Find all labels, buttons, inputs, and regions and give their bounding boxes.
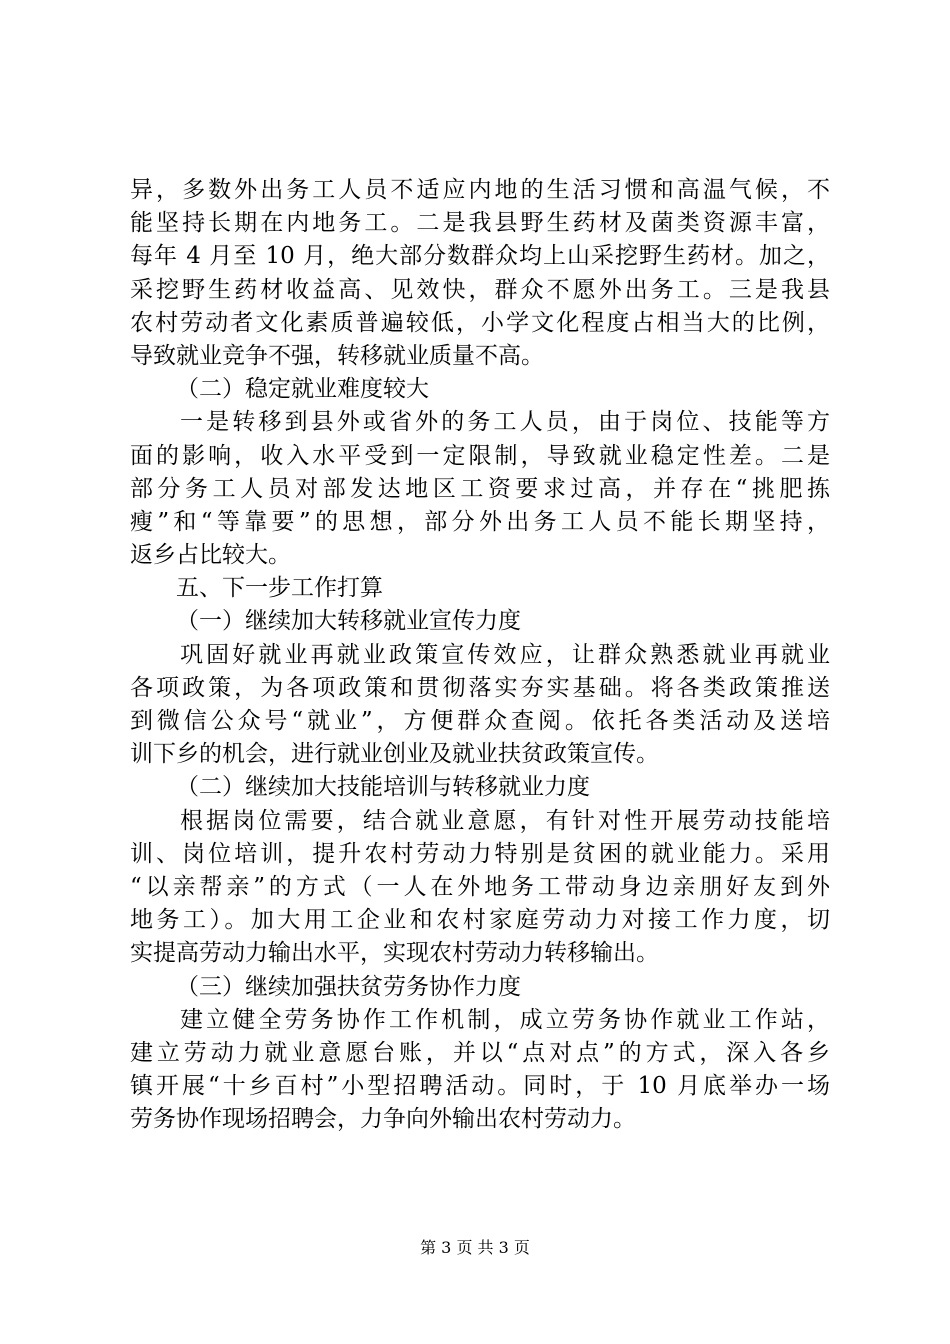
paragraph-line: 返乡占比较大。 — [130, 542, 291, 569]
paragraph-line: 实提高劳动力输出水平，实现农村劳动力转移输出。 — [130, 940, 659, 967]
section-heading: 五、下一步工作打算 — [176, 575, 383, 602]
page-number: 第 3 页 共 3 页 — [420, 1238, 530, 1257]
section-heading: （一）继续加大转移就业宣传力度 — [176, 608, 521, 635]
paragraph-line: 到微信公众号“就业”，方便群众查阅。依托各类活动及送培 — [130, 708, 830, 734]
paragraph-line: 建立劳动力就业意愿台账，并以“点对点”的方式，深入各乡 — [130, 1039, 830, 1066]
paragraph-line: 部分务工人员对部发达地区工资要求过高，并存在“挑肥拣 — [130, 475, 830, 502]
section-heading: （二）稳定就业难度较大 — [176, 376, 429, 403]
paragraph-line: 根据岗位需要，结合就业意愿，有针对性开展劳动技能培 — [180, 807, 830, 834]
document-body — [130, 174, 830, 1136]
paragraph-line: 每年 4 月至 10 月，绝大部分数群众均上山采挖野生药材。加之， — [130, 243, 830, 270]
paragraph-line: 一是转移到县外或省外的务工人员，由于岗位、技能等方 — [180, 409, 830, 436]
paragraph-line: 训、岗位培训，提升农村劳动力特别是贫困的就业能力。采用 — [130, 840, 830, 867]
paragraph-line: 训下乡的机会，进行就业创业及就业扶贫政策宣传。 — [130, 741, 659, 768]
paragraph-line: 导致就业竞争不强，转移就业质量不高。 — [130, 342, 544, 369]
paragraph-line: 巩固好就业再就业政策宣传效应，让群众熟悉就业再就业 — [180, 641, 830, 668]
paragraph-line: 各项政策，为各项政策和贯彻落实夯实基础。将各类政策推送 — [130, 674, 830, 701]
paragraph-line: 建立健全劳务协作工作机制，成立劳务协作就业工作站， — [180, 1006, 830, 1033]
section-heading: （二）继续加大技能培训与转移就业力度 — [176, 774, 590, 801]
paragraph-line: 面的影响，收入水平受到一定限制，导致就业稳定性差。二是 — [130, 442, 830, 469]
paragraph-line: 能坚持长期在内地务工。二是我县野生药材及菌类资源丰富， — [130, 210, 830, 237]
paragraph-line: 镇开展“十乡百村”小型招聘活动。同时，于 10 月底举办一场 — [130, 1073, 830, 1100]
paragraph-line: 瘦”和“等靠要”的思想，部分外出务工人员不能长期坚持， — [130, 508, 830, 535]
paragraph-line: 劳务协作现场招聘会，力争向外输出农村劳动力。 — [130, 1106, 636, 1133]
paragraph-line: 农村劳动者文化素质普遍较低，小学文化程度占相当大的比例， — [130, 309, 830, 336]
paragraph-line: 采挖野生药材收益高、见效快，群众不愿外出务工。三是我县 — [130, 276, 830, 303]
paragraph-line: “以亲帮亲”的方式（一人在外地务工带动身边亲朋好友到外 — [130, 873, 830, 900]
paragraph-line: 地务工）。加大用工企业和农村家庭劳动力对接工作力度，切 — [130, 907, 830, 934]
section-heading: （三）继续加强扶贫劳务协作力度 — [176, 973, 521, 1000]
paragraph-line: 异，多数外出务工人员不适应内地的生活习惯和高温气候，不 — [130, 177, 830, 203]
